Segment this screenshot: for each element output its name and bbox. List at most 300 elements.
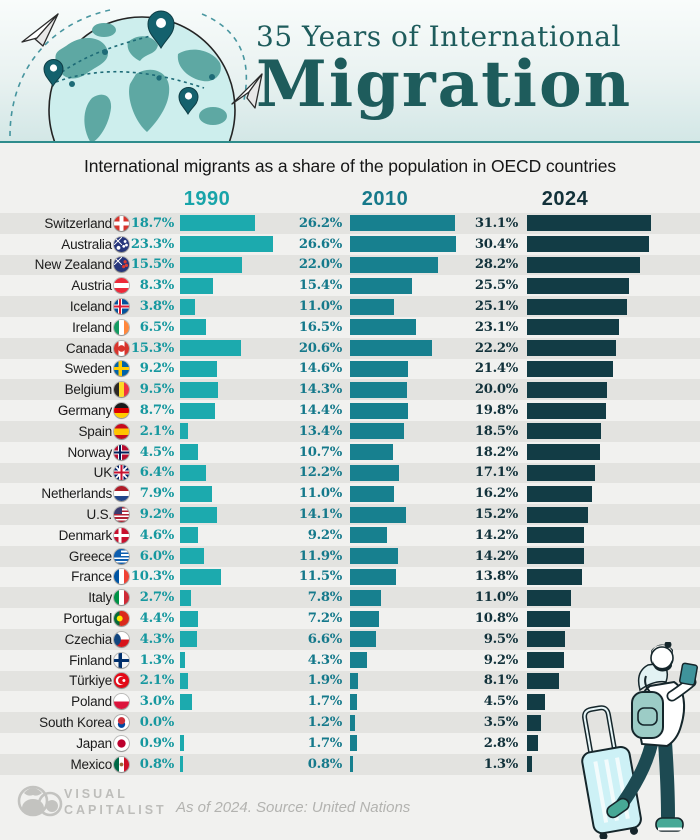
flag-be-icon: [114, 382, 129, 397]
bar-track-2024: [521, 465, 700, 481]
flag-wrap: [112, 465, 130, 480]
bar-track-1990: [177, 590, 276, 606]
country-label: U.S.: [86, 507, 112, 523]
value-1990: 4.6%: [139, 527, 174, 543]
country-label: Poland: [71, 694, 112, 710]
bar-2024: [527, 569, 582, 585]
bar-2010: [350, 278, 412, 294]
value-2010: 7.8%: [307, 590, 342, 606]
row-de: [0, 400, 700, 421]
row-es: [0, 421, 700, 442]
value-1990: 1.3%: [139, 652, 174, 668]
bar-2024: [527, 340, 616, 356]
bar-1990: [180, 590, 191, 606]
bar-2024: [527, 486, 592, 502]
bar-track-2024: [521, 382, 700, 398]
row-be: [0, 379, 700, 400]
bar-2024: [527, 236, 649, 252]
flag-wrap: [112, 507, 130, 522]
row-nz: [0, 255, 700, 276]
bar-1990: [180, 340, 241, 356]
bar-1990: [180, 527, 198, 543]
bar-track-2024: [521, 257, 700, 273]
bar-2010: [350, 652, 367, 668]
bar-2010: [350, 236, 456, 252]
value-2024: 14.2%: [474, 527, 518, 543]
flag-wrap: [112, 611, 130, 626]
bar-track-2010: [345, 444, 460, 460]
chart-subtitle: International migrants as a share of the population in OECD countries: [83, 156, 616, 176]
bar-2010: [350, 569, 396, 585]
column-header-2024: 2024: [541, 188, 589, 210]
flag-it-icon: [114, 590, 129, 605]
bar-track-1990: [177, 652, 276, 668]
bar-1990: [180, 569, 221, 585]
bar-2010: [350, 215, 455, 231]
country-label: Canada: [65, 340, 112, 356]
bar-track-2024: [521, 507, 700, 523]
header-banner: [0, 0, 700, 143]
bar-2010: [350, 694, 357, 710]
bar-1990: [180, 444, 198, 460]
flag-ie-icon: [114, 320, 129, 335]
value-1990: 3.0%: [139, 694, 174, 710]
value-1990: 6.4%: [139, 465, 174, 481]
bar-track-2010: [345, 340, 460, 356]
country-label: Italy: [88, 590, 112, 606]
bar-2024: [527, 611, 570, 627]
value-2010: 11.5%: [298, 569, 342, 585]
value-2010: 9.2%: [307, 527, 342, 543]
bar-track-2024: [521, 361, 700, 377]
country-label: Germany: [57, 403, 112, 419]
bar-2010: [350, 319, 416, 335]
source-note: As of 2024. Source: United Nations: [176, 798, 411, 816]
country-label: Netherlands: [41, 486, 112, 502]
bar-track-1990: [177, 299, 276, 315]
country-label: Mexico: [70, 756, 112, 772]
value-2024: 16.2%: [474, 486, 518, 502]
value-2024: 17.1%: [474, 465, 518, 481]
bar-track-1990: [177, 215, 276, 231]
row-fr: [0, 567, 700, 588]
bar-2024: [527, 361, 613, 377]
bar-2010: [350, 486, 394, 502]
value-2010: 1.2%: [307, 715, 342, 731]
value-2010: 11.0%: [298, 486, 342, 502]
bar-track-1990: [177, 423, 276, 439]
flag-au-icon: [114, 237, 129, 252]
flag-tr-icon: [114, 673, 129, 688]
flag-wrap: [112, 278, 130, 293]
country-label: UK: [93, 465, 112, 481]
bar-track-2024: [521, 319, 700, 335]
value-2010: 14.3%: [298, 382, 342, 398]
value-1990: 9.2%: [139, 507, 174, 523]
flag-fi-icon: [114, 653, 129, 668]
bar-track-1990: [177, 340, 276, 356]
bar-track-2024: [521, 423, 700, 439]
bar-2024: [527, 507, 588, 523]
value-2010: 12.2%: [298, 465, 342, 481]
globe-illustration: [6, 2, 278, 143]
value-2024: 28.2%: [474, 257, 518, 273]
country-label: Belgium: [64, 382, 112, 398]
value-1990: 2.1%: [139, 423, 174, 439]
bar-1990: [180, 673, 188, 689]
bar-track-2010: [345, 215, 460, 231]
country-label: Portugal: [63, 611, 112, 627]
country-label: Ireland: [72, 319, 112, 335]
value-2024: 13.8%: [474, 569, 518, 585]
flag-wrap: [112, 715, 130, 730]
bar-1990: [180, 403, 215, 419]
bar-track-2010: [345, 548, 460, 564]
value-1990: 2.1%: [139, 673, 174, 689]
bar-2010: [350, 257, 438, 273]
flag-wrap: [112, 673, 130, 688]
title-block: [256, 20, 633, 122]
bar-track-1990: [177, 735, 276, 751]
country-label: Japan: [76, 735, 112, 751]
bar-track-2024: [521, 486, 700, 502]
flag-nz-icon: [114, 257, 129, 272]
country-label: Türkiye: [69, 673, 112, 689]
flag-wrap: [112, 403, 130, 418]
bar-2010: [350, 673, 358, 689]
value-1990: 4.5%: [139, 444, 174, 460]
value-1990: 9.2%: [139, 361, 174, 377]
bar-2024: [527, 278, 629, 294]
country-label: New Zealand: [34, 257, 112, 273]
value-1990: 8.7%: [139, 403, 174, 419]
head: [651, 642, 673, 672]
bar-track-2010: [345, 631, 460, 647]
country-label: Finland: [69, 652, 112, 668]
row-se: [0, 359, 700, 380]
flag-wrap: [112, 569, 130, 584]
country-label: Czechia: [64, 631, 112, 647]
row-ch: [0, 213, 700, 234]
value-2010: 14.4%: [298, 403, 342, 419]
bar-2024: [527, 465, 595, 481]
bar-2010: [350, 715, 355, 731]
value-1990: 2.7%: [139, 590, 174, 606]
value-1990: 9.5%: [139, 382, 174, 398]
row-ca: [0, 338, 700, 359]
value-2024: 1.3%: [483, 756, 518, 772]
flag-wrap: [112, 237, 130, 252]
bar-track-2010: [345, 299, 460, 315]
flag-wrap: [112, 653, 130, 668]
bar-2024: [527, 299, 627, 315]
bar-track-1990: [177, 361, 276, 377]
row-au: [0, 234, 700, 255]
bar-track-2024: [521, 611, 700, 627]
subtitle-band: [0, 143, 700, 190]
row-us: [0, 504, 700, 525]
value-2010: 7.2%: [307, 611, 342, 627]
flag-se-icon: [114, 361, 129, 376]
value-1990: 23.3%: [130, 236, 174, 252]
value-2024: 9.2%: [483, 652, 518, 668]
bar-track-1990: [177, 236, 276, 252]
value-2010: 4.3%: [307, 652, 342, 668]
flag-no-icon: [114, 445, 129, 460]
value-2024: 14.2%: [474, 548, 518, 564]
value-2010: 14.6%: [298, 361, 342, 377]
country-label: Iceland: [69, 299, 112, 315]
value-1990: 18.7%: [130, 215, 174, 231]
travel-document: [679, 663, 697, 685]
bar-track-2024: [521, 527, 700, 543]
bar-2010: [350, 403, 408, 419]
bar-track-2024: [521, 403, 700, 419]
bar-track-2010: [345, 486, 460, 502]
bar-track-2010: [345, 673, 460, 689]
country-label: Sweden: [64, 361, 112, 377]
bar-track-2010: [345, 361, 460, 377]
row-at: [0, 275, 700, 296]
row-it: [0, 587, 700, 608]
value-1990: 0.9%: [139, 735, 174, 751]
bar-track-2010: [345, 652, 460, 668]
flag-us-icon: [114, 507, 129, 522]
flag-wrap: [112, 632, 130, 647]
flag-wrap: [112, 341, 130, 356]
bar-track-2024: [521, 299, 700, 315]
flag-es-icon: [114, 424, 129, 439]
bar-2010: [350, 590, 381, 606]
bar-2010: [350, 735, 357, 751]
value-1990: 7.9%: [139, 486, 174, 502]
front-leg: [665, 742, 668, 816]
bar-2010: [350, 631, 376, 647]
value-2024: 31.1%: [474, 215, 518, 231]
bar-track-2010: [345, 569, 460, 585]
bar-1990: [180, 319, 206, 335]
bar-track-2010: [345, 756, 460, 772]
flag-wrap: [112, 361, 130, 376]
flag-ca-icon: [114, 341, 129, 356]
bar-1990: [180, 631, 197, 647]
flag-wrap: [112, 528, 130, 543]
bar-1990: [180, 382, 218, 398]
bar-track-1990: [177, 694, 276, 710]
bar-track-1990: [177, 569, 276, 585]
row-dk: [0, 525, 700, 546]
bar-track-2010: [345, 236, 460, 252]
flag-nl-icon: [114, 486, 129, 501]
country-label: Switzerland: [44, 215, 112, 231]
value-2010: 16.5%: [298, 319, 342, 335]
bar-track-2010: [345, 507, 460, 523]
flag-wrap: [112, 694, 130, 709]
bar-2024: [527, 215, 651, 231]
value-2010: 11.0%: [298, 299, 342, 315]
bar-track-2010: [345, 465, 460, 481]
value-2024: 25.1%: [474, 299, 518, 315]
value-2024: 11.0%: [474, 590, 518, 606]
row-is: [0, 296, 700, 317]
bar-1990: [180, 694, 192, 710]
value-2024: 9.5%: [483, 631, 518, 647]
bar-1990: [180, 548, 204, 564]
value-2010: 6.6%: [307, 631, 342, 647]
bar-track-1990: [177, 403, 276, 419]
country-label: Denmark: [58, 527, 112, 543]
bar-1990: [180, 257, 242, 273]
bar-1990: [180, 507, 217, 523]
bar-track-1990: [177, 507, 276, 523]
bar-2010: [350, 382, 407, 398]
flag-kr-icon: [114, 715, 129, 730]
bar-track-2010: [345, 423, 460, 439]
value-1990: 6.0%: [139, 548, 174, 564]
bar-2010: [350, 507, 406, 523]
bar-track-2024: [521, 340, 700, 356]
traveler-illustration: [580, 642, 698, 839]
flag-wrap: [112, 445, 130, 460]
bar-track-2010: [345, 403, 460, 419]
flag-mx-icon: [114, 757, 129, 772]
bar-track-2010: [345, 590, 460, 606]
value-2010: 20.6%: [298, 340, 342, 356]
flag-de-icon: [114, 403, 129, 418]
value-1990: 4.3%: [139, 631, 174, 647]
flag-at-icon: [114, 278, 129, 293]
value-2024: 8.1%: [483, 673, 518, 689]
bar-track-1990: [177, 257, 276, 273]
row-nl: [0, 483, 700, 504]
value-2024: 20.0%: [474, 382, 518, 398]
column-header-1990: 1990: [183, 188, 231, 210]
bar-track-2010: [345, 257, 460, 273]
bar-track-2024: [521, 590, 700, 606]
bar-2024: [527, 652, 564, 668]
value-1990: 15.5%: [130, 257, 174, 273]
bar-2010: [350, 611, 379, 627]
bar-track-2010: [345, 735, 460, 751]
flag-is-icon: [114, 299, 129, 314]
bar-track-2010: [345, 715, 460, 731]
bar-track-2024: [521, 548, 700, 564]
row-pt: [0, 608, 700, 629]
value-1990: 10.3%: [130, 569, 174, 585]
value-2010: 15.4%: [298, 278, 342, 294]
bar-2024: [527, 403, 606, 419]
bar-track-2024: [521, 236, 700, 252]
flag-wrap: [112, 549, 130, 564]
value-2024: 30.4%: [474, 236, 518, 252]
bar-2024: [527, 257, 640, 273]
logo-text: [64, 786, 167, 819]
flag-cz-icon: [114, 632, 129, 647]
country-label: Norway: [67, 444, 112, 460]
flag-dk-icon: [114, 528, 129, 543]
bar-2010: [350, 444, 393, 460]
bar-track-1990: [177, 382, 276, 398]
bar-2010: [350, 423, 404, 439]
bar-track-1990: [177, 548, 276, 564]
value-1990: 15.3%: [130, 340, 174, 356]
flag-ch-icon: [114, 216, 129, 231]
value-2024: 4.5%: [483, 694, 518, 710]
bar-track-1990: [177, 278, 276, 294]
flag-wrap: [112, 590, 130, 605]
bar-track-2010: [345, 382, 460, 398]
bar-2010: [350, 548, 398, 564]
column-headers: [0, 190, 700, 213]
value-2010: 0.8%: [307, 756, 342, 772]
bar-2024: [527, 590, 571, 606]
value-1990: 0.0%: [139, 715, 174, 731]
bar-2010: [350, 465, 399, 481]
bar-track-2010: [345, 611, 460, 627]
bar-track-2024: [521, 444, 700, 460]
bar-2024: [527, 548, 584, 564]
bar-2024: [527, 673, 559, 689]
flag-wrap: [112, 299, 130, 314]
bar-1990: [180, 611, 198, 627]
bar-1990: [180, 361, 217, 377]
bar-track-2024: [521, 215, 700, 231]
value-2010: 26.2%: [298, 215, 342, 231]
value-2024: 2.8%: [483, 735, 518, 751]
value-2024: 10.8%: [474, 611, 518, 627]
flag-gb-icon: [114, 465, 129, 480]
value-2024: 25.5%: [474, 278, 518, 294]
bar-1990: [180, 486, 212, 502]
bar-2024: [527, 382, 607, 398]
bar-2024: [527, 715, 541, 731]
bar-1990: [180, 215, 255, 231]
bar-1990: [180, 423, 188, 439]
title-line2: Migration: [256, 47, 633, 122]
row-gr: [0, 546, 700, 567]
bar-1990: [180, 299, 195, 315]
flag-wrap: [112, 486, 130, 501]
flag-jp-icon: [114, 736, 129, 751]
bar-track-2010: [345, 319, 460, 335]
value-2024: 19.8%: [474, 403, 518, 419]
flag-wrap: [112, 216, 130, 231]
flag-wrap: [112, 424, 130, 439]
bar-2024: [527, 444, 600, 460]
bar-track-2024: [521, 569, 700, 585]
bar-1990: [180, 756, 183, 772]
flag-wrap: [112, 257, 130, 272]
value-2024: 15.2%: [474, 507, 518, 523]
row-gb: [0, 463, 700, 484]
bar-2024: [527, 756, 532, 772]
bar-1990: [180, 278, 213, 294]
value-2024: 3.5%: [483, 715, 518, 731]
value-2010: 10.7%: [298, 444, 342, 460]
value-2010: 11.9%: [298, 548, 342, 564]
bar-2024: [527, 319, 619, 335]
visual-capitalist-logo-icon: [16, 781, 66, 823]
country-label: South Korea: [39, 715, 112, 731]
bar-2024: [527, 735, 538, 751]
value-1990: 6.5%: [139, 319, 174, 335]
logo-line1: VISUAL: [64, 786, 128, 801]
value-2010: 22.0%: [298, 257, 342, 273]
bar-2024: [527, 423, 601, 439]
country-label: France: [71, 569, 112, 585]
flag-wrap: [112, 757, 130, 772]
value-2010: 13.4%: [298, 423, 342, 439]
